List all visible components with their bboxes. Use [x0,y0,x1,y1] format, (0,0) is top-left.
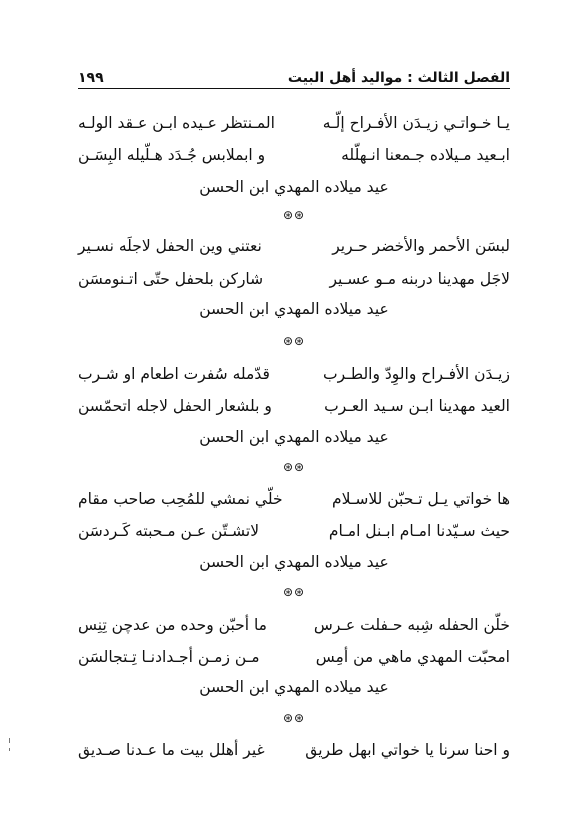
verse-line [78,393,510,419]
stanza-ornament: ⊛⊛ [282,460,306,474]
verse-first-half: زيـدَن الأفـراح والوِدّ والطـرب [323,365,510,383]
verse-second-half: المـنتظر عـيده ابـن عـقد الولـه [78,114,275,132]
verse-line [78,737,510,763]
refrain-line: عيد ميلاده المهدي ابن الحسن [199,178,389,196]
verse-second-half: و ابملابس جُـدَد هـلّيله البِسَـن [78,146,266,164]
verse-first-half: لبسَن الأحمر والأخضر حـرير [332,237,510,255]
verse-second-half: خلّي نمشي للمُحِب صاحب مقام [78,490,283,508]
scan-mark [9,748,10,751]
verse-second-half: ما أحبّن وحده من عدچن تِنِس [78,616,267,634]
verse-first-half: و احنا سرنا يا خواتي ابهل طريق [305,741,510,759]
verse-line [78,233,510,259]
refrain-line: عيد ميلاده المهدي ابن الحسن [199,678,389,696]
verse-second-half: و بلشعار الحفل لاجله اتحمّسن [78,397,272,415]
verse-first-half: حيث سـيّدنا امـام ابـنل امـام [328,522,510,540]
verse-first-half: يـا خـواتـي زيـدَن الأفـراح إلّـه [322,114,510,132]
verse-second-half: غير أهلل بيت ما عـدنا صـديق [78,741,265,759]
stanza-ornament: ⊛⊛ [282,334,306,348]
verse-second-half: قدّمله سُفرت اطعام او شـرب [78,365,270,383]
page-number: ١٩٩ [78,70,104,86]
stanza-ornament: ⊛⊛ [282,208,306,222]
verse-first-half: امحبّت المهدي ماهي من أمِس [315,648,510,666]
header-rule [78,88,510,89]
chapter-title: الفصل الثالث : مواليد أهل البيت [287,70,510,86]
refrain-line: عيد ميلاده المهدي ابن الحسن [199,300,389,318]
verse-first-half: ابـعيد مـيلاده جـمعنا انـهلّله [341,146,510,164]
verse-second-half: مـن زمـن أجـدادنـا تِـتجالسَن [78,648,260,666]
refrain-line: عيد ميلاده المهدي ابن الحسن [199,428,389,446]
verse-line [78,266,510,292]
verse-second-half: لاتشـتّن عـن مـحبته كَـردسَن [78,522,260,540]
verse-line [78,110,510,136]
verse-line [78,361,510,387]
verse-line [78,644,510,670]
verse-line [78,486,510,512]
verse-second-half: شاركن بلحفل حتّى اتـنومسَن [78,270,264,288]
verse-line [78,518,510,544]
verse-first-half: خلّن الحفله شِبه حـفلت عـرس [313,616,510,634]
running-header [78,62,510,86]
verse-first-half: ها خواتي يـل تـحبّن للاسـلام [331,490,510,508]
verse-first-half: العيد مهدينا ابـن سـيد العـرب [324,397,510,415]
scan-mark [9,738,10,743]
refrain-line: عيد ميلاده المهدي ابن الحسن [199,553,389,571]
stanza-ornament: ⊛⊛ [282,711,306,725]
verse-line [78,612,510,638]
stanza-ornament: ⊛⊛ [282,585,306,599]
verse-line [78,142,510,168]
verse-second-half: نعتني وين الحفل لاجلَه نسـير [78,237,262,255]
verse-first-half: لاجَل مهدينا دربنه مـو عسـير [329,270,510,288]
